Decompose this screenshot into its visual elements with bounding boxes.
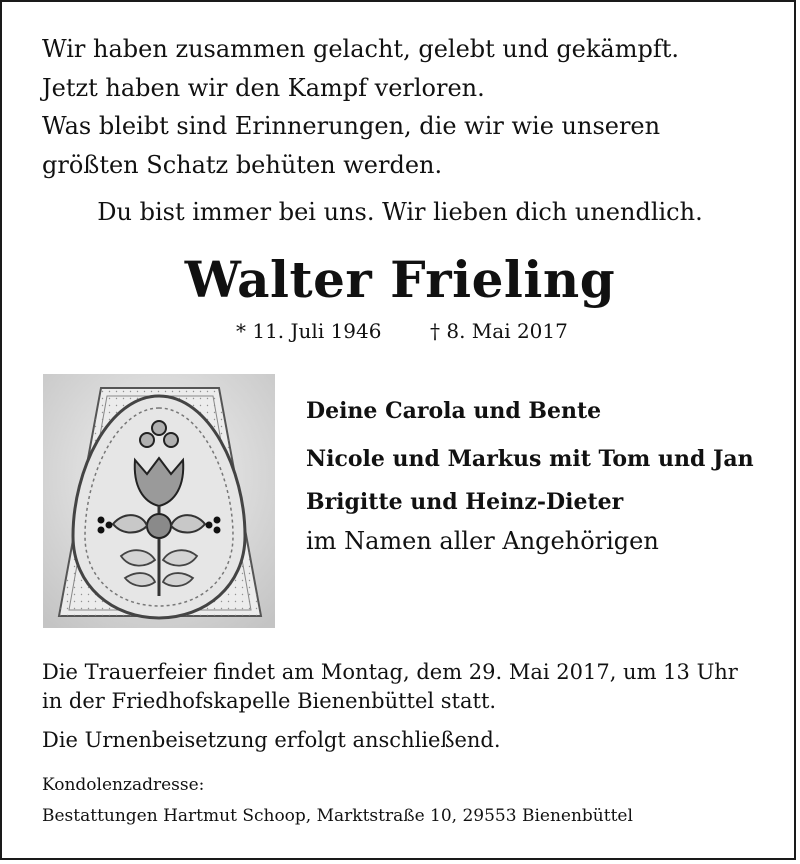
mourner-line: Deine Carola und Bente	[306, 398, 602, 424]
motto: Du bist immer bei uns. Wir lieben dich unendlich.	[97, 198, 703, 226]
condolence-label: Kondolenzadresse:	[42, 775, 205, 795]
birth-date: * 11. Juli 1946	[236, 319, 382, 343]
ceremony-line: Die Trauerfeier findet am Montag, dem 29. Mai 2017, um 13 Uhr	[42, 660, 738, 684]
death-date: † 8. Mai 2017	[430, 319, 568, 343]
deceased-name: Walter Frieling	[184, 250, 616, 309]
condolence-address: Bestattungen Hartmut Schoop, Marktstraße 10, 29553 Bienenbüttel	[42, 806, 633, 826]
poem-line: Jetzt haben wir den Kampf verloren.	[42, 73, 485, 102]
mourner-line: Nicole und Markus mit Tom und Jan	[306, 446, 754, 472]
poem-line: Was bleibt sind Erinnerungen, die wir wie unseren	[42, 112, 661, 140]
poem-line: Wir haben zusammen gelacht, gelebt und gekämpft.	[42, 35, 680, 63]
mourner-line: Brigitte und Heinz-Dieter	[306, 489, 624, 515]
ceremony-info	[42, 658, 738, 716]
poem	[42, 30, 679, 184]
tulip-egg-motif-icon	[43, 374, 275, 628]
burial-info: Die Urnenbeisetzung erfolgt anschließend.	[42, 728, 501, 752]
ceremony-line: in der Friedhofskapelle Bienenbüttel statt.	[42, 689, 497, 713]
mourner-relatives: im Namen aller Angehörigen	[306, 527, 659, 555]
poem-line: größten Schatz behüten werden.	[42, 150, 443, 179]
